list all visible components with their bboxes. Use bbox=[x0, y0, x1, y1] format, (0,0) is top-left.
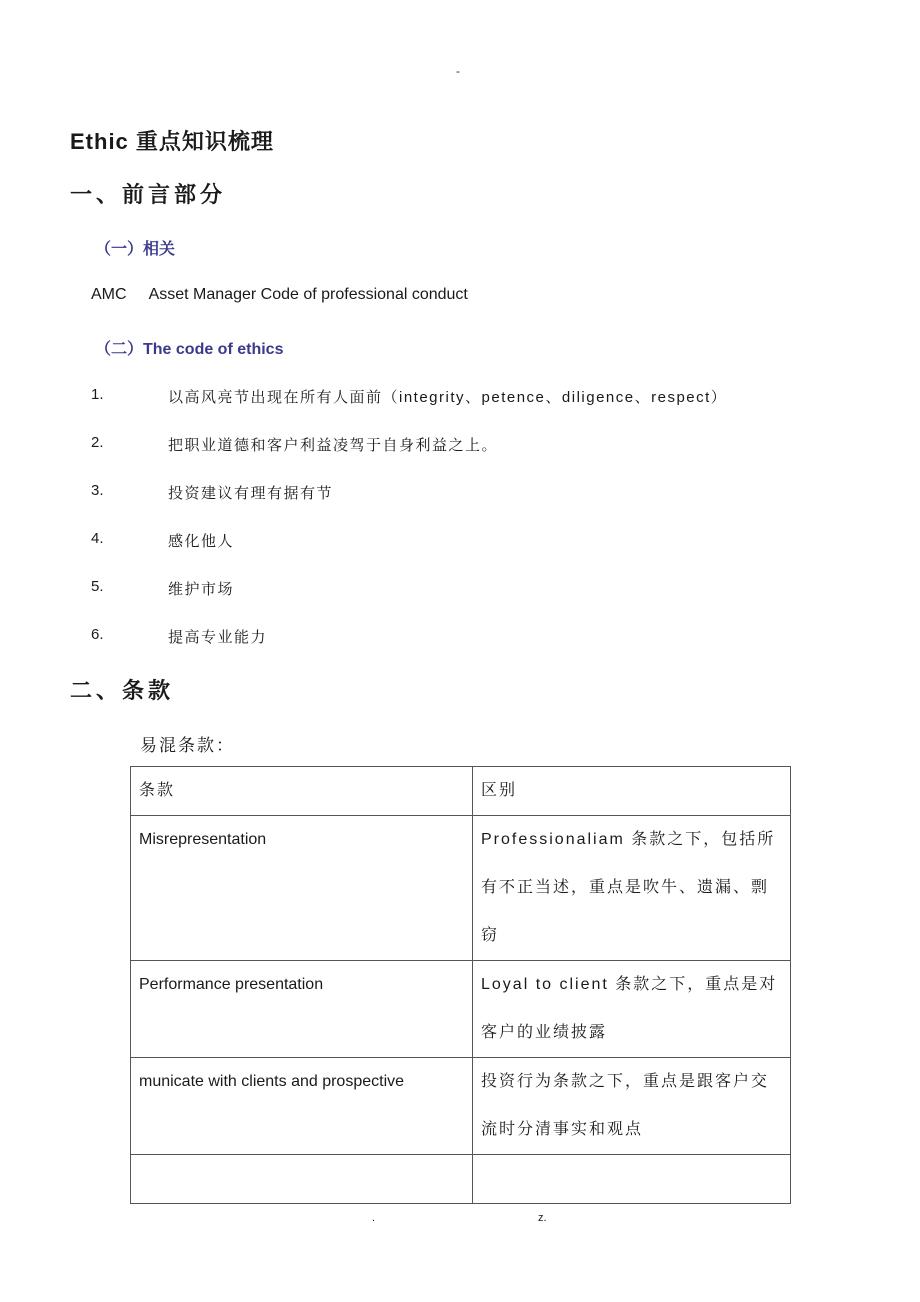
list-item-number: 6. bbox=[91, 626, 104, 643]
list-item-number: 5. bbox=[91, 578, 104, 595]
column-header-clause: 条款 bbox=[131, 767, 473, 816]
difference-cell bbox=[473, 816, 791, 961]
difference-text: 投资行为条款之下，重点是跟客户交流时分清事实和观点 bbox=[481, 1073, 770, 1138]
clause-cell: Misrepresentation bbox=[131, 816, 473, 961]
table-header-row bbox=[131, 767, 791, 816]
list-item-number: 4. bbox=[91, 530, 104, 547]
list-item-text: 投资建议有理有据有节 bbox=[168, 485, 334, 502]
subsection-heading-code-of-ethics: （二）The code of ethics bbox=[95, 341, 284, 358]
amc-full-name: Asset Manager Code of professional conduct bbox=[148, 286, 468, 303]
difference-text: Loyal to client 条款之下，重点是对客户的业绩披露 bbox=[481, 976, 778, 1041]
difference-cell bbox=[473, 1155, 791, 1204]
list-item-number: 2. bbox=[91, 434, 104, 451]
clause-cell bbox=[131, 1155, 473, 1204]
table-row bbox=[131, 961, 791, 1058]
subsection-heading-related: （一）相关 bbox=[95, 241, 176, 258]
clauses-table bbox=[130, 766, 791, 1204]
table-row-empty bbox=[131, 1155, 791, 1204]
table-row bbox=[131, 816, 791, 961]
difference-text: Professionaliam 条款之下，包括所有不正当述，重点是吹牛、遗漏、剽窃 bbox=[481, 831, 776, 944]
difference-cell bbox=[473, 1058, 791, 1155]
document-title: Ethic 重点知识梳理 bbox=[70, 129, 274, 154]
list-item-text: 把职业道德和客户利益凌驾于自身利益之上。 bbox=[168, 437, 499, 454]
column-header-difference: 区别 bbox=[473, 767, 791, 816]
list-item-text: 维护市场 bbox=[168, 581, 235, 598]
list-item-number: 1. bbox=[91, 386, 104, 403]
footer-mark-right: z. bbox=[538, 1212, 547, 1224]
confusing-clauses-intro: 易混条款： bbox=[140, 736, 235, 755]
table-row bbox=[131, 1058, 791, 1155]
list-item-text: 感化他人 bbox=[168, 533, 235, 550]
amc-line bbox=[91, 286, 468, 304]
clause-cell: Performance presentation bbox=[131, 961, 473, 1058]
list-item-text: 以高风亮节出现在所有人面前（integrity、petence、diligence、respect） bbox=[168, 389, 728, 406]
list-item-number: 3. bbox=[91, 482, 104, 499]
footer-mark-left: . bbox=[372, 1212, 376, 1224]
section-heading-clauses: 二、条款 bbox=[70, 678, 175, 703]
clause-cell: municate with clients and prospective bbox=[131, 1058, 473, 1155]
page-header-mark: - bbox=[456, 64, 460, 78]
amc-abbreviation: AMC bbox=[91, 286, 127, 303]
list-item-text: 提高专业能力 bbox=[168, 629, 268, 646]
difference-cell bbox=[473, 961, 791, 1058]
section-heading-preface: 一、前言部分 bbox=[70, 182, 227, 207]
